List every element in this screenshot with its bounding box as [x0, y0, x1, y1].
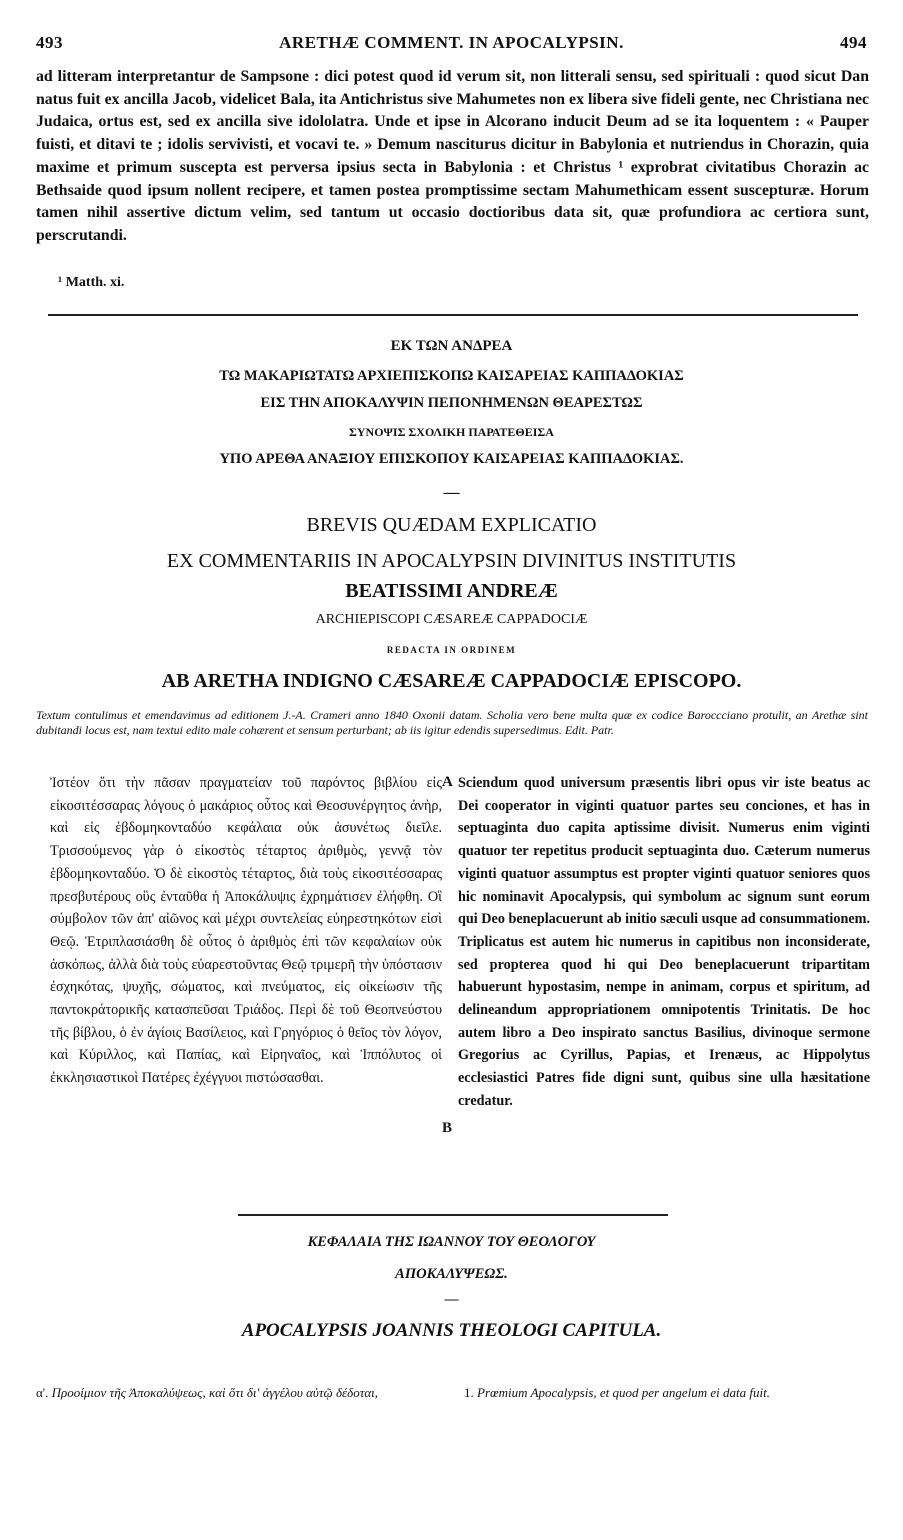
chapters-dash: —	[444, 1292, 459, 1307]
chapters-greek-title-line-1: ΚΕΦΑΛΑΙΑ ΤΗΣ ΙΩΑΝΝΟΥ ΤΟΥ ΘΕΟΛΟΓΟΥ	[307, 1234, 596, 1250]
margin-letter-a: A	[442, 774, 453, 790]
greek-title-line-2: ΤΩ ΜΑΚΑΡΙΩΤΑΤΩ ΑΡΧΙΕΠΙΣΚΟΠΩ ΚΑΙΣΑΡΕΙΑΣ ΚΑΠΠΑΔΟΚΙΑΣ	[219, 368, 684, 384]
latin-column-text: Sciendum quod universum præsentis libri opus vir iste beatus ac Dei cooperator in viginti quatuor partes seu conciones, et has in septuaginta duo capita aptissime divisit. Numerus enim viginti quatuor ter repetitus producit septuaginta duo. Cæterum numerus viginti quatuor assumptus est propter viginti quatuor seniores quos hic nominavit Apocalypsis, qui symbolum ac signum sunt eorum qui Deo beneplacuerunt ab initio sæculi usque ad consummationem. Triplicatus est autem hic numerus in capitibus non inconsiderate, sed propterea quod hi qui Deo beneplacuerunt tripartitam habuerunt hypostasim, nempe in animam, corpus et spiritum, ad delineandum appropriationem omnipotentis Trinitatis. De hoc autem libro a Deo inspirato sanctus Basilius, divinoque sermone Gregorius ac Cyrillus, Papias, et Irenæus, ac Hippolytus ecclesiastici Patres fide digni sunt, quibus sine ulla hæsitatione credatur.	[458, 775, 870, 1109]
greek-column-text: Ἰστέον ὅτι τὴν πᾶσαν πραγματείαν τοῦ παρόντος βιβλίου εἰς εἰκοσιτέσσαρας λόγους ὁ μακάριος οὗτος καὶ Θεοσυνέργητος ἀνὴρ, καὶ εἰς ἑβδομηκονταδύο κεφάλαια οὐκ ἀσυνέτως διεῖλε. Τρισσούμενος γὰρ ὁ εἰκοστὸς τέταρτος ἀριθμὸς, γεννᾷ τὸν ἑβδομηκονταδύο. Ὁ δὲ εἰκοστὸς τέταρτος, διὰ τοὺς εἰκοσιτέσσαρας πρεσβυτέρους οὓς ἐνταῦθα ἡ Ἀποκάλυψις ἐχρημάτισεν ἐλήφθη. Οἳ σύμβολον τῶν ἀπ' αἰῶνος καὶ μέχρι συντελείας εὐηρεστηκότων εἰσὶ Θεῷ. Ἐτριπλασιάσθη δὲ οὗτος ὁ ἀριθμὸς ἐπὶ τῶν κεφαλαίων οὐκ ἀσκόπως, ἀλλὰ διὰ τοὺς εὐαρεστοῦντας Θεῷ τριμερῆ τὴν ὑπόστασιν ἐσχηκότας, ψυχῆς, σώματος, καὶ πνεύματος, εἰς οἰκείωσιν τῆς παντοκράτορικῆς κατασπεῦσαι Τριάδος. Περὶ δὲ τοῦ Θεοπνεύστου τῆς βίβλου, ὁ ἐν ἁγίοις Βασίλειος, καὶ Γρηγόριος ὁ θεῖος τὸν λόγον, καὶ Κύριλλος, καὶ Παπίας, καὶ Εἰρηναῖος, καὶ Ἱππόλυτος οἱ ἐκκλησιαστικοὶ Πατέρες ἐχέγγυοι πιστώσασθαι.	[50, 775, 442, 1087]
chapters-divider	[238, 1214, 668, 1216]
latin-title-line-1: BREVIS QUÆDAM EXPLICATIO	[306, 514, 597, 536]
running-title: ARETHÆ COMMENT. IN APOCALYPSIN.	[279, 33, 624, 52]
greek-title-line-3: ΕΙΣ ΤΗΝ ΑΠΟΚΑΛΥΨΙΝ ΠΕΠΟΝΗΜΕΝΩΝ ΘΕΑΡΕΣΤΩΣ	[260, 395, 643, 411]
latin-title-line-4: ARCHIEPISCOPI CÆSAREÆ CAPPADOCIÆ	[315, 612, 588, 627]
editor-note-text: Textum contulimus et emendavimus ad editionem J.-A. Crameri anno 1840 Oxonii datam. Scholia vero bene multa quæ ex codice Baroccciano protulit, an Arethæ sint dubitandi locus est, nam textui edito male cohærent et sensum perturbant; ab iis igitur edendis supersedimus. Edit. Patr.	[36, 708, 868, 737]
greek-title-line-1: ΕΚ ΤΩΝ ΑΝΔΡΕΑ	[390, 338, 513, 354]
latin-title	[36, 514, 867, 704]
chapter-text-greek: Προοίμιον τῆς Ἀποκαλύψεως, καὶ ὅτι δι' ἀγγέλου αὐτῷ δέδοται,	[51, 1385, 379, 1400]
title-dash: —	[443, 484, 460, 501]
continued-paragraph	[36, 66, 869, 248]
greek-title-line-5: ΥΠΟ ΑΡΕΘΑ ΑΝΑΞΙΟΥ ΕΠΙΣΚΟΠΟΥ ΚΑΙΣΑΡΕΙΑΣ ΚΑΠΠΑΔΟΚΙΑΣ.	[219, 451, 684, 467]
greek-title-line-4: ΣΥΝΟΨΙΣ ΣΧΟΛΙΚΗ ΠΑΡΑΤΕΘΕΙΣΑ	[349, 425, 554, 439]
latin-title-line-3: BEATISSIMI ANDREÆ	[345, 580, 558, 602]
latin-column	[458, 772, 870, 1113]
latin-title-line-6: AB ARETHA INDIGNO CÆSAREÆ CAPPADOCIÆ EPISCOPO.	[161, 670, 742, 692]
latin-title-line-5: REDACTA IN ORDINEM	[386, 645, 517, 655]
page-number-right: 494	[840, 33, 867, 52]
page-number-left: 493	[36, 33, 63, 52]
greek-column	[50, 772, 442, 1090]
chapter-entry-greek	[36, 1384, 436, 1401]
chapter-entry-latin	[464, 1384, 868, 1401]
chapter-number-greek: α'.	[36, 1385, 49, 1400]
greek-title	[36, 338, 867, 478]
chapters-greek-title-line-2: ΑΠΟΚΑΛΥΨΕΩΣ.	[395, 1266, 508, 1282]
chapter-text-latin: Prœmium Apocalypsis, et quod per angelum ei data fuit.	[477, 1385, 770, 1400]
latin-title-line-2: EX COMMENTARIIS IN APOCALYPSIN DIVINITUS INSTITUTIS	[166, 550, 737, 572]
continued-paragraph-text: ad litteram interpretantur de Sampsone : dici potest quod id verum sit, non litterali sensu, sed spirituali : quod sicut Dan natus fuit ex ancilla Jacob, videlicet Bala, ita Antichristus sive Mahumetes non ex libera sive fideli gente, nec Christiana nec Judaica, ortus est, sed ex ancilla sive idololatra. Unde et ipse in Alcorano inducit Deum ad se ita loquentem : « Pauper fuisti, et ditavi te ; idolis servivisti, et vocavi te. » Demum nasciturus dicitur in Babylonia et nutriendus in Chorazin, quia maxime et primum suscepta est perversa ipsius secta in Babylonia : et Christus ¹ exprobrat civitatibus Chorazin ac Bethsaide quod ipsum nollent recipere, et tamen postea promptissime sectam Mahumethicam essent suscepturæ. Horum tamen nihil assertive dictum velim, sed tantum ut occasio doctioribus data sit, quæ profundiora ac certiora sunt, perscrutandi.	[36, 68, 869, 244]
running-header	[36, 33, 867, 57]
margin-letter-b: B	[442, 1120, 453, 1136]
chapter-number-latin: 1.	[464, 1385, 474, 1400]
section-divider	[48, 314, 858, 316]
chapters-latin-title: APOCALYPSIS JOANNIS THEOLOGI CAPITULA.	[241, 1320, 662, 1341]
editor-note	[36, 708, 868, 738]
footnote: ¹ Matth. xi.	[58, 275, 125, 290]
